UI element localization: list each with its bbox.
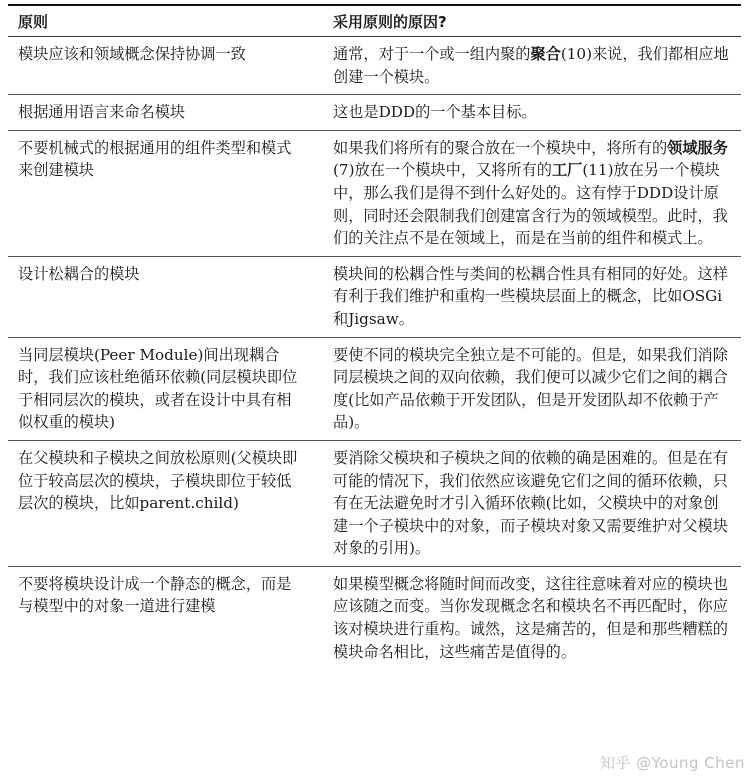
term-ref: 工厂: [551, 161, 583, 180]
reason-text: (10)来说，我们都相应地创建一个模块。: [333, 45, 729, 86]
reason-text: 这也是DDD的一个基本目标。: [333, 103, 537, 122]
table-row: [8, 95, 741, 131]
reason-text: 如果我们将所有的聚合放在一个模块中，将所有的: [333, 138, 668, 157]
reason-cell: [323, 130, 741, 256]
table-row: [8, 440, 741, 566]
rule-cell: 不要机械式的根据通用的组件类型和模式来创建模块: [8, 130, 323, 256]
header-rule: 原则: [8, 5, 323, 37]
reason-text: 如果模型概念将随时间而改变，这往往意味着对应的模块也应该随之而变。当你发现概念名和模块名不再匹配时，你应该对模块进行重构。诚然，这是痛苦的，但是和那些糟糕的模块命名相比，这些痛苦是值得的。: [333, 574, 728, 661]
term-ref: 领域服务: [667, 138, 728, 157]
rule-cell: 设计松耦合的模块: [8, 256, 323, 337]
reason-text: (11)放在另一个模块中，那么我们是得不到什么好处的。这有悖于DDD设计原则，同时还会限制我们创建富含行为的领域模型。此时，我们的关注点不是在领域上，而是在当前的组件和模式上。: [333, 161, 728, 248]
rule-cell: 当同层模块(Peer Module)间出现耦合时，我们应该杜绝循环依赖(同层模块即位于相同层次的模块，或者在设计中具有相似权重的模块): [8, 337, 323, 440]
watermark: 知乎 @Young Chen: [599, 754, 745, 772]
reason-cell: [323, 37, 741, 95]
table-body: [8, 37, 741, 670]
reason-cell: [323, 95, 741, 131]
reason-text: 要消除父模块和子模块之间的依赖的确是困难的。但是在有可能的情况下，我们依然应该避免它们之间的循环依赖，只有在无法避免时才引入循环依赖(比如，父模块中的对象创建一个子模块中的对象，而子模块对象又需要维护对父模块对象的引用)。: [333, 448, 728, 558]
reason-text: (7)放在一个模块中，又将所有的: [333, 161, 552, 180]
table-row: [8, 566, 741, 669]
rule-cell: 在父模块和子模块之间放松原则(父模块即位于较高层次的模块，子模块即位于较低层次的模块，比如parent.child): [8, 440, 323, 566]
table-header-row: [8, 5, 741, 37]
table-row: [8, 130, 741, 256]
header-reason: 采用原则的原因?: [323, 5, 741, 37]
reason-cell: [323, 440, 741, 566]
rule-cell: 根据通用语言来命名模块: [8, 95, 323, 131]
reason-cell: [323, 256, 741, 337]
reason-cell: [323, 566, 741, 669]
module-rules-table: [8, 4, 741, 669]
rule-cell: 模块应该和领域概念保持协调一致: [8, 37, 323, 95]
reason-text: 通常，对于一个或一组内聚的: [333, 45, 531, 63]
reason-cell: [323, 337, 741, 440]
rule-cell: 不要将模块设计成一个静态的概念，而是与模型中的对象一道进行建模: [18, 574, 292, 616]
table-row: [8, 256, 741, 337]
reason-text: 要使不同的模块完全独立是不可能的。但是，如果我们消除同层模块之间的双向依赖，我们便可以减少它们之间的耦合度(比如产品依赖于开发团队，但是开发团队却不依赖于产品)。: [333, 345, 728, 432]
reason-text: 模块间的松耦合性与类间的松耦合性具有相同的好处。这样有利于我们维护和重构一些模块层面上的概念，比如OSGi和Jigsaw。: [333, 264, 728, 328]
table-row: [8, 337, 741, 440]
term-ref: 聚合: [530, 45, 561, 63]
table-row: [8, 37, 741, 95]
